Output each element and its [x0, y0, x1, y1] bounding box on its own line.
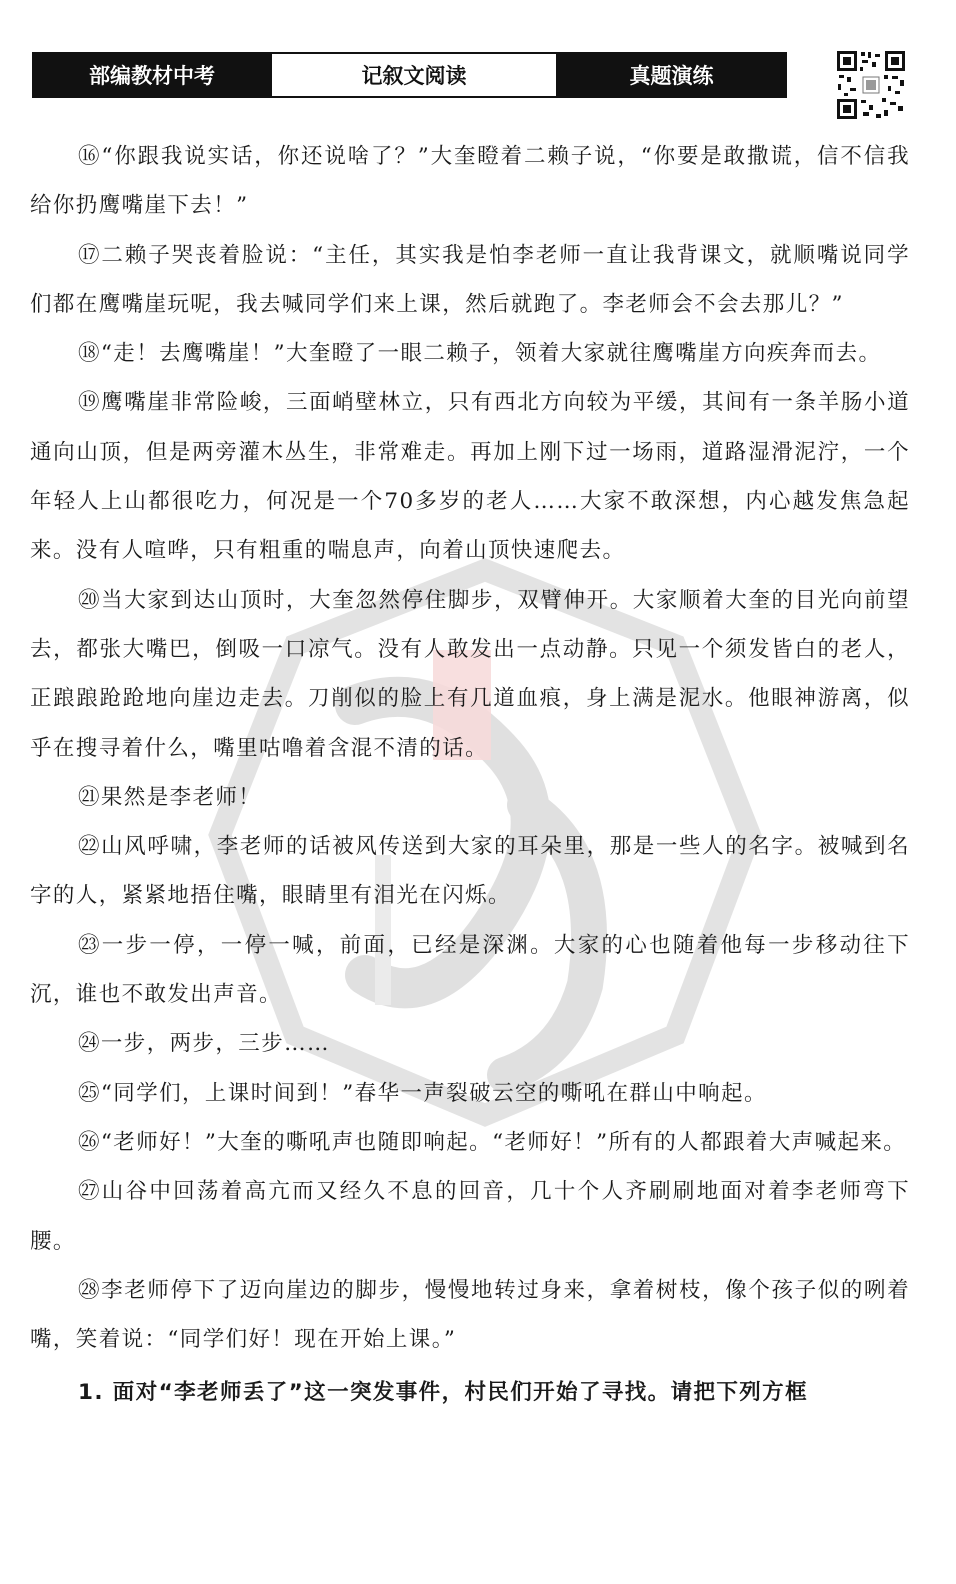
article-body — [30, 132, 910, 1418]
qr-code-icon — [836, 50, 906, 120]
paragraph-27: ㉗山谷中回荡着高亢而又经久不息的回音，几十个人齐刷刷地面对着李老师弯下腰。 — [30, 1179, 910, 1254]
paragraph-23: ㉓一步一停，一停一喊，前面，已经是深渊。大家的心也随着他每一步移动往下沉，谁也不敢发出声音。 — [30, 932, 910, 1008]
paragraph-28: ㉘李老师停下了迈向崖边的脚步，慢慢地转过身来，拿着树枝，像个孩子似的咧着嘴，笑着说：“同学们好！现在开始上课。” — [30, 1277, 910, 1353]
paragraph-19: ⑲鹰嘴崖非常险峻，三面峭壁林立，只有西北方向较为平缓，其间有一条羊肠小道通向山顶，但是两旁灌木丛生，非常难走。再加上刚下过一场雨，道路湿滑泥泞，一个年轻人上山都很吃力，何况是一个70多岁的老人……大家不敢深想，内心越发焦急起来。没有人喧哗，只有粗重的喘息声，向着山顶快速爬去。 — [30, 390, 910, 564]
paragraph-18: ⑱“走！去鹰嘴崖！”大奎瞪了一眼二赖子，领着大家就往鹰嘴崖方向疾奔而去。 — [78, 341, 882, 367]
section-header — [32, 52, 787, 98]
paragraph-26: ㉖“老师好！”大奎的嘶吼声也随即响起。“老师好！”所有的人都跟着大声喊起来。 — [78, 1129, 907, 1155]
paragraph-24: ㉔一步，两步，三步…… — [78, 1031, 330, 1057]
paragraph-25: ㉕“同学们，上课时间到！”春华一声裂破云空的嘶吼在群山中响起。 — [78, 1080, 767, 1106]
paragraph-21: ㉑果然是李老师！ — [78, 784, 262, 810]
question-1: 1. 面对“李老师丢了”这一突发事件，村民们开始了寻找。请把下列方框 — [78, 1380, 808, 1406]
paragraph-20: ⑳当大家到达山顶时，大奎忽然停住脚步，双臂伸开。大家顺着大奎的目光向前望去，都张大嘴巴，倒吸一口凉气。没有人敢发出一点动静。只见一个须发皆白的老人，正踉踉跄跄地向崖边走去。刀削似的脸上有几道血痕，身上满是泥水。他眼神游离，似乎在搜寻着什么，嘴里咕噜着含混不清的话。 — [30, 587, 910, 761]
header-topic: 记叙文阅读 — [270, 54, 558, 96]
paragraph-16: ⑯“你跟我说实话，你还说啥了？”大奎瞪着二赖子说，“你要是敢撒谎，信不信我给你扔鹰嘴崖下去！” — [30, 144, 910, 219]
header-practice: 真题演练 — [558, 54, 785, 96]
header-subject: 部编教材中考 — [34, 54, 270, 96]
paragraph-17: ⑰二赖子哭丧着脸说：“主任，其实我是怕李老师一直让我背课文，就顺嘴说同学们都在鹰嘴崖玩呢，我去喊同学们来上课，然后就跑了。李老师会不会去那儿？” — [30, 242, 910, 317]
paragraph-22: ㉒山风呼啸，李老师的话被风传送到大家的耳朵里，那是一些人的名字。被喊到名字的人，紧紧地捂住嘴，眼睛里有泪光在闪烁。 — [30, 834, 910, 909]
